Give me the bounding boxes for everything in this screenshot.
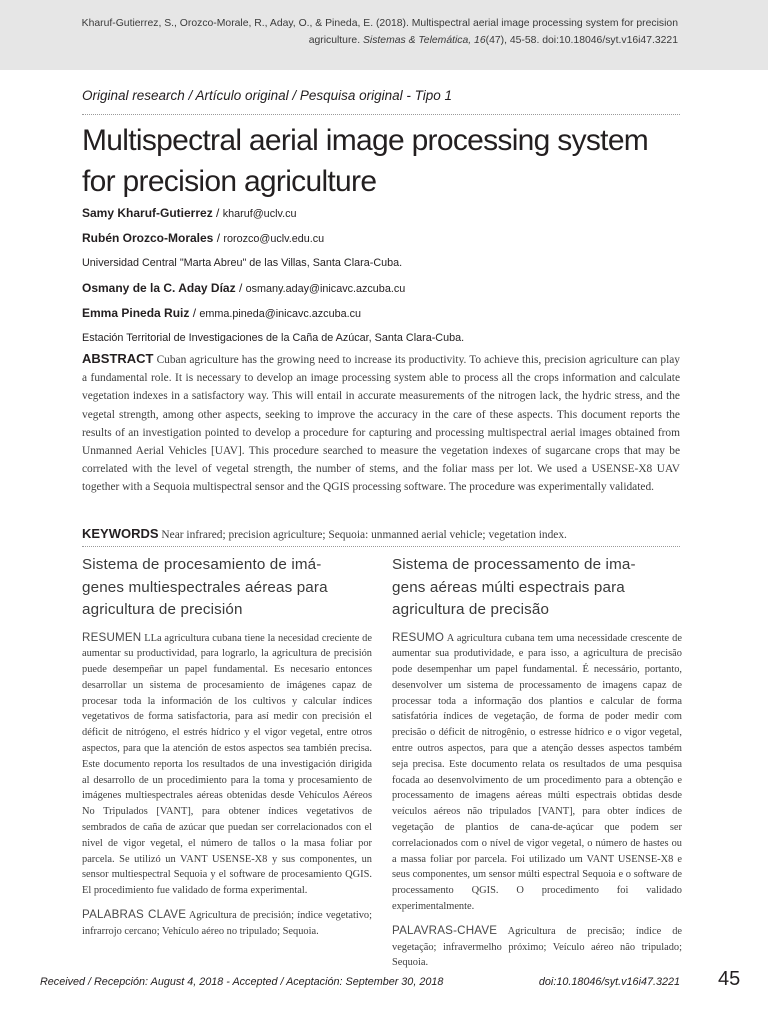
author-2 [82,226,682,251]
volume: , 16 [468,35,486,46]
author-email[interactable]: emma.pineda@inicavc.azcuba.cu [199,308,361,320]
spanish-abstract [82,630,372,900]
separator: / [213,231,224,245]
portuguese-column [392,554,682,971]
portuguese-keywords [392,923,682,971]
journal-name: Sistemas & Telemática [362,35,469,46]
author-name: Rubén Orozco-Morales [82,231,214,245]
citation-prefix: agriculture. [308,35,363,46]
title-divider [82,114,680,115]
citation-line-1: Kharuf-Gutierrez, S., Orozco-Morale, R., Aday, O., & Pineda, E. (2018). Multispectral aerial image processing system for precision [81,18,678,29]
spanish-title [82,554,372,622]
portuguese-title [392,554,682,622]
author-email[interactable]: rorozco@uclv.edu.cu [223,233,325,245]
resumo-text: A agricultura cubana tem uma necessidade crescente de aumentar sua produtividade, e para isso, a agricultura de precisão pode desempenhar um papel fundamental. É necessário, portanto, desenvolver um sistema de processamento de imagens capaz de processar toda a informação dos plantios e calcular de forma satisfatória índices de vegetação, de forma de poder medir com precisão o déficit de nitrogênio, o estresse hídrico e o vigor vegetal, entre outros aspectos, para que a atenção desses aspectos também seja precisa. Este documento relata os resultados de uma pesquisa focada ao desenvolvimento de um procedimento para a obtenção e processamento de imagens aéreas múlti espectrais obtidas desde veículos aéreos não tripulados [VANT], para obter índices de vegetação de plantios de cana-de-açúcar que podem ser correlacionados com o nível de vigor vegetal, o número de hastes ou a massa foliar por parcela. Foi utilizado um VANT USENSE-X8 e seus componentes, um sensor múlti espectral Sequoia e o software de processamento QGIS. O procedimento foi validado experimentalmente. [392,632,682,913]
page-title [82,120,682,202]
author-name: Samy Kharuf-Gutierrez [82,206,213,220]
separator: / [235,281,246,295]
spanish-title-line-3: agricultura de precisión [82,601,243,618]
keywords [82,525,680,544]
article-type: Original research / Artículo original / Pesquisa original - Tipo 1 [82,88,453,103]
portuguese-title-line-3: agricultura de precisão [392,601,550,618]
resumen-text: LLa agricultura cubana tiene la necesidad creciente de aumentar su productividad, para lograrlo, la agricultura de precisión puede desempeñar un papel fundamental. Es necesario entonces desarrollar un sistema de procesamiento de imágenes capaz de procesar toda la información de los cultivos y calcular índices vegetativos de forma satisfactoria, para así medir con precisión el déficit de nitrógeno, el estrés hídrico y el vigor vegetal, entre otros aspectos, para que la atención de estos aspectos sea también precisa. Este documento reporta los resultados de una investigación dirigida al desarrollo de un procedimiento para la toma y procesamiento de imágenes multiespectrales aéreas obtenidas desde Vehículos Aéreos No Tripulados [VANT], para obtener índices vegetativos de sembrados de caña de azúcar que puedan ser correlacionados con el nivel de vigor vegetal, el número de tallos o la masa foliar por parcela. Se utilizó un VANT USENSE-X8 y sus componentes, un sensor multiespectral Sequoia y el software de procesamiento QGIS. El procedimiento fue validado de forma experimental. [82,632,372,897]
author-email[interactable]: osmany.aday@inicavc.azcuba.cu [245,283,406,295]
spanish-keywords [82,907,372,940]
separator: / [189,306,200,320]
keywords-text: Near infrared; precision agriculture; Sequoia: unmanned aerial vehicle; vegetation index. [161,529,567,541]
citation [38,15,678,49]
footer-doi: doi:10.18046/syt.v16i47.3221 [538,976,680,988]
portuguese-title-line-2: gens aéreas múlti espectrais para [392,578,625,596]
affiliation-1: Universidad Central "Marta Abreu" de las Villas, Santa Clara-Cuba. [82,257,403,269]
spanish-column [82,554,372,940]
citation-band [0,0,768,70]
resumo-label: RESUMO [392,630,445,644]
author-email[interactable]: kharuf@uclv.cu [222,208,297,220]
citation-line-2 [38,32,678,49]
received-accepted-dates: Received / Recepción: August 4, 2018 - Accepted / Aceptación: September 30, 2018 [40,976,444,988]
affiliation-2: Estación Territorial de Investigaciones de la Caña de Azúcar, Santa Clara-Cuba. [82,332,465,344]
title-line-2: for precision agriculture [82,165,377,198]
author-4 [82,301,682,326]
abstract-text: Cuban agriculture has the growing need to increase its productivity. To achieve this, precision agriculture can play a fundamental role. It is necessary to develop an image processing system able to process all the crops information and calculate vegetation indexes in a satisfactory way. This will entail in accurate measurements of the nitrogen lack, the hydric stress, and the vegetal strength, among other aspects, seeking to improve the accuracy in the care of these aspects. This document reports the results of an investigation pointed to develop a procedure for capturing and processing multispectral aerial images obtained from Unmanned Aerial Vehicles [UAV]. This procedure searched to measure the vegetation indexes of sugarcane crops that may be correlated with the level of vegetal strength, the number of stems, and the foliar mass per lot. We used a USENSE-X8 UAV together with a Sequoia multispectral sensor and the QGIS processing software. The procedure was experimentally validated. [82,354,680,494]
author-block [82,201,682,351]
palabras-clave-text: Agricultura de precisión; índice vegetativo; infrarrojo cercano; Vehículo aéreo no tripulado; Sequoia. [82,910,372,937]
author-name: Osmany de la C. Aday Díaz [82,281,236,295]
title-line-1: Multispectral aerial image processing system [82,124,649,157]
issue-pages-doi: (47), 45-58. doi:10.18046/syt.v16i47.3221 [485,35,678,46]
palabras-clave-label: PALABRAS CLAVE [82,908,187,922]
author-3 [82,276,682,301]
separator: / [212,206,223,220]
abstract-label: ABSTRACT [82,351,154,366]
palavras-chave-label: PALAVRAS-CHAVE [392,923,498,937]
keywords-label: KEYWORDS [82,526,159,541]
resumen-label: RESUMEN [82,630,142,644]
abstract [82,350,680,497]
portuguese-abstract [392,630,682,915]
portuguese-title-line-1: Sistema de processamento de ima- [392,556,636,573]
palavras-chave-text: Agricultura de precisão; índice de vegetação; infravermelho próximo; Veículo aéreo não tripulado; Sequoia. [392,925,683,969]
author-1 [82,201,682,226]
spanish-title-line-2: genes multiespectrales aéreas para [82,578,328,596]
spanish-title-line-1: Sistema de procesamiento de imá- [82,556,322,573]
author-name: Emma Pineda Ruiz [82,306,190,320]
footer [40,976,680,988]
keywords-divider [82,546,680,547]
page-number: 45 [718,968,741,990]
